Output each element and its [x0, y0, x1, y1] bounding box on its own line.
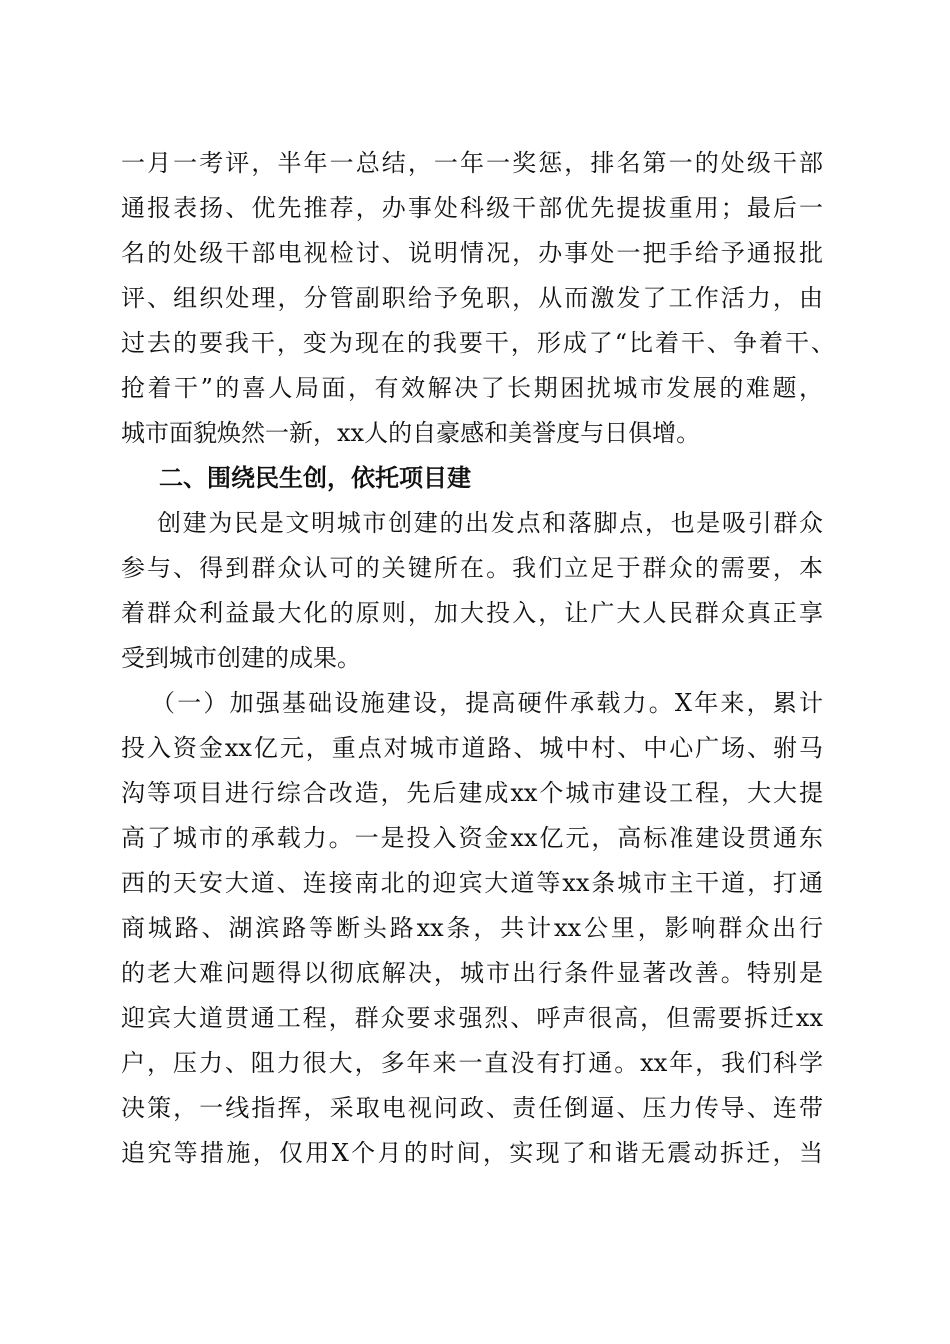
text-line: 投入资金xx亿元，重点对城市道路、城中村、中心广场、驸马: [121, 734, 823, 762]
text-line: （一）加强基础设施建设，提高硬件承载力。X年来，累计: [151, 689, 823, 717]
text-line: 名的处级干部电视检讨、说明情况，办事处一把手给予通报批: [121, 239, 823, 267]
text-line: 决策，一线指挥，采取电视问政、责任倒逼、压力传导、连带: [121, 1094, 823, 1122]
text-line: 一月一考评，半年一总结，一年一奖惩，排名第一的处级干部: [121, 149, 823, 177]
text-line: 过去的要我干，变为现在的我要干，形成了“比着干、争着干、: [121, 329, 835, 357]
document-page: [121, 141, 835, 1176]
text-line: 迎宾大道贯通工程，群众要求强烈、呼声很高，但需要拆迁xx: [121, 1004, 823, 1032]
text-line: 高了城市的承载力。一是投入资金xx亿元，高标准建设贯通东: [121, 824, 823, 852]
text-line: 着群众利益最大化的原则，加大投入，让广大人民群众真正享: [121, 599, 823, 627]
paragraph-infrastructure: [121, 681, 823, 1176]
text-line: 追究等措施，仅用X个月的时间，实现了和谐无震动拆迁，当: [121, 1139, 823, 1167]
text-line: 抢着干”的喜人局面，有效解决了长期困扰城市发展的难题，: [121, 374, 823, 402]
paragraph-intro: [121, 501, 823, 681]
text-line: 城市面貌焕然一新，xx人的自豪感和美誉度与日俱增。: [121, 419, 701, 447]
text-line: 西的天安大道、连接南北的迎宾大道等xx条城市主干道，打通: [121, 869, 823, 897]
text-line: 通报表扬、优先推荐，办事处科级干部优先提拔重用；最后一: [121, 194, 823, 222]
text-line: 商城路、湖滨路等断头路xx条，共计xx公里，影响群众出行: [121, 914, 823, 942]
text-line: 参与、得到群众认可的关键所在。我们立足于群众的需要，本: [121, 554, 823, 582]
paragraph-evaluation: [121, 141, 835, 456]
text-line: 评、组织处理，分管副职给予免职，从而激发了工作活力，由: [121, 284, 823, 312]
text-line: 户，压力、阻力很大，多年来一直没有打通。xx年，我们科学: [121, 1049, 823, 1077]
text-line: 的老大难问题得以彻底解决，城市出行条件显著改善。特别是: [121, 959, 823, 987]
text-line: 沟等项目进行综合改造，先后建成xx个城市建设工程，大大提: [121, 779, 823, 807]
text-line: 创建为民是文明城市创建的出发点和落脚点，也是吸引群众: [157, 509, 823, 537]
section-heading: 二、围绕民生创，依托项目建: [159, 464, 471, 492]
text-line: 受到城市创建的成果。: [121, 644, 361, 672]
